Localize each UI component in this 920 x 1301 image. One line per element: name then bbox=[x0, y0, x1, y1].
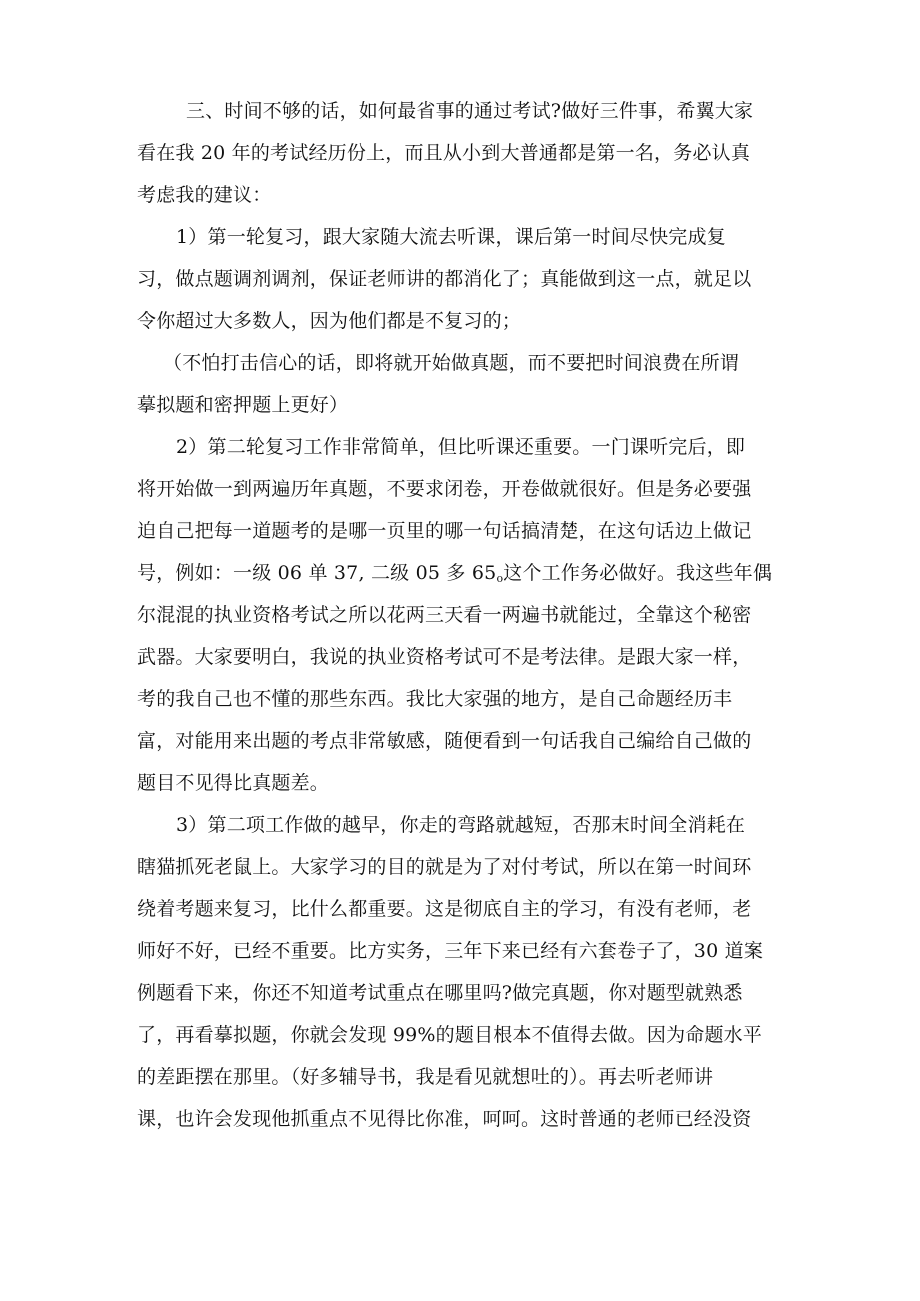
text-segment: 这个工作务必做好。我这些年偶 bbox=[503, 562, 773, 584]
text-line: 师好不好，已经不重要。比方实务，三年下来已经有六套卷子了，30 道案 bbox=[137, 940, 764, 962]
text-line: 例题看下来，你还不知道考试重点在哪里吗?做完真题，你对题型就熟悉 bbox=[137, 982, 743, 1004]
text-line: 3）第二项工作做的越早，你走的弯路就越短，否那末时间全消耗在 bbox=[176, 814, 746, 836]
text-line: 的差距摆在那里。（好多辅导书，我是看见就想吐的）。再去听老师讲 bbox=[137, 1066, 714, 1088]
text-segment: 号，例如：一级 06 单 37, 二级 05 多 65 bbox=[137, 562, 497, 584]
text-line: 看在我 20 年的考试经历份上，而且从小到大普通都是第一名，务必认真 bbox=[137, 142, 751, 164]
text-line: 将开始做一到两遍历年真题，不要求闭卷，开卷做就很好。但是务必要强 bbox=[137, 478, 752, 500]
text-line: 题目不见得比真题差。 bbox=[137, 772, 330, 794]
text-line: 武器。大家要明白，我说的执业资格考试可不是考法律。是跟大家一样， bbox=[137, 646, 752, 668]
text-line: 课，也许会发现他抓重点不见得比你准，呵呵。这时普通的老师已经没资 bbox=[137, 1108, 752, 1130]
text-line: 令你超过大多数人，因为他们都是不复习的； bbox=[137, 310, 522, 332]
text-line: 了，再看摹拟题，你就会发现 99%的题目根本不值得去做。因为命题水平 bbox=[137, 1024, 763, 1046]
text-line: 尔混混的执业资格考试之所以花两三天看一两遍书就能过，全靠这个秘密 bbox=[137, 604, 752, 626]
text-line: 2）第二轮复习工作非常简单，但比听课还重要。一门课听完后，即 bbox=[176, 436, 746, 458]
text-line: 绕着考题来复习，比什么都重要。这是彻底自主的学习，有没有老师，老 bbox=[137, 898, 752, 920]
subscript-mark: o bbox=[496, 572, 504, 585]
text-line bbox=[137, 554, 787, 592]
text-line: 习，做点题调剂调剂，保证老师讲的都消化了；真能做到这一点，就足以 bbox=[137, 268, 752, 290]
text-line: 1）第一轮复习，跟大家随大流去听课，课后第一时间尽快完成复 bbox=[176, 226, 726, 248]
text-line: （不怕打击信心的话，即将就开始做真题，而不要把时间浪费在所谓 bbox=[163, 352, 740, 374]
text-line: 迫自己把每一道题考的是哪一页里的哪一句话搞清楚，在这句话边上做记 bbox=[137, 520, 752, 542]
text-line: 考虑我的建议： bbox=[137, 184, 272, 206]
text-line: 三、时间不够的话，如何最省事的通过考试?做好三件事，希翼大家 bbox=[186, 100, 754, 122]
text-line: 瞎猫抓死老鼠上。大家学习的目的就是为了对付考试，所以在第一时间环 bbox=[137, 856, 752, 878]
text-line: 摹拟题和密押题上更好） bbox=[137, 394, 349, 416]
text-line: 考的我自己也不懂的那些东西。我比大家强的地方，是自己命题经历丰 bbox=[137, 688, 733, 710]
text-line: 富，对能用来出题的考点非常敏感，随便看到一句话我自己编给自己做的 bbox=[137, 730, 752, 752]
